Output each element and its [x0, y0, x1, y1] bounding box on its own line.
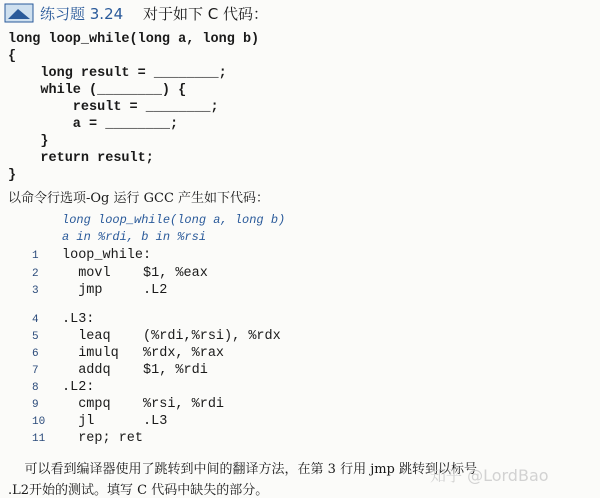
- asm-line: .L2:: [62, 380, 95, 395]
- c-code-line: }: [8, 134, 49, 149]
- paragraph-line: 可以看到编译器使用了跳转到中间的翻译方法，在第 3 行用 jmp 跳转到以标号: [8, 462, 478, 477]
- asm-line: addq $1, %rdi: [62, 363, 208, 378]
- line-number: 8: [32, 382, 39, 394]
- line-number: 11: [32, 433, 46, 445]
- asm-line: loop_while:: [62, 248, 152, 263]
- exercise-icon: [4, 3, 34, 23]
- line-number: 10: [32, 416, 46, 428]
- asm-line: jmp .L2: [62, 283, 168, 298]
- watermark: 知乎 @LordBao: [430, 466, 549, 485]
- line-number: 1: [32, 250, 39, 262]
- asm-line: rep; ret: [62, 431, 144, 446]
- c-code-line: return result;: [8, 151, 154, 166]
- asm-line: cmpq %rsi, %rdi: [62, 397, 225, 412]
- line-number: 4: [32, 314, 39, 326]
- c-code-line: a = ________;: [8, 117, 179, 132]
- line-number: 5: [32, 331, 39, 343]
- asm-comment: a in %rdi, b in %rsi: [62, 230, 207, 244]
- c-code-line: }: [8, 168, 17, 183]
- asm-line: jl .L3: [62, 414, 168, 429]
- asm-line: leaq (%rdi,%rsi), %rdx: [62, 329, 281, 344]
- line-number: 2: [32, 268, 39, 280]
- instruction-text: 以命令行选项-Og 运行 GCC 产生如下代码：: [8, 191, 270, 206]
- asm-comment: long loop_while(long a, long b): [62, 213, 286, 227]
- line-number: 7: [32, 365, 39, 377]
- exercise-title: 练习题 3.24 对于如下 C 代码：: [40, 5, 268, 23]
- line-number: 6: [32, 348, 39, 360]
- c-code-line: long result = ________;: [8, 66, 227, 81]
- c-code-line: long loop_while(long a, long b): [8, 32, 260, 47]
- asm-line: imulq %rdx, %rax: [62, 346, 225, 361]
- c-code-line: result = ________;: [8, 100, 219, 115]
- paragraph-line: .L2开始的测试。填写 C 代码中缺失的部分。: [8, 483, 269, 498]
- asm-line: movl $1, %eax: [62, 266, 208, 281]
- asm-line: .L3:: [62, 312, 95, 327]
- line-number: 3: [32, 285, 39, 297]
- c-code-line: {: [8, 49, 17, 64]
- line-number: 9: [32, 399, 39, 411]
- c-code-line: while (________) {: [8, 83, 187, 98]
